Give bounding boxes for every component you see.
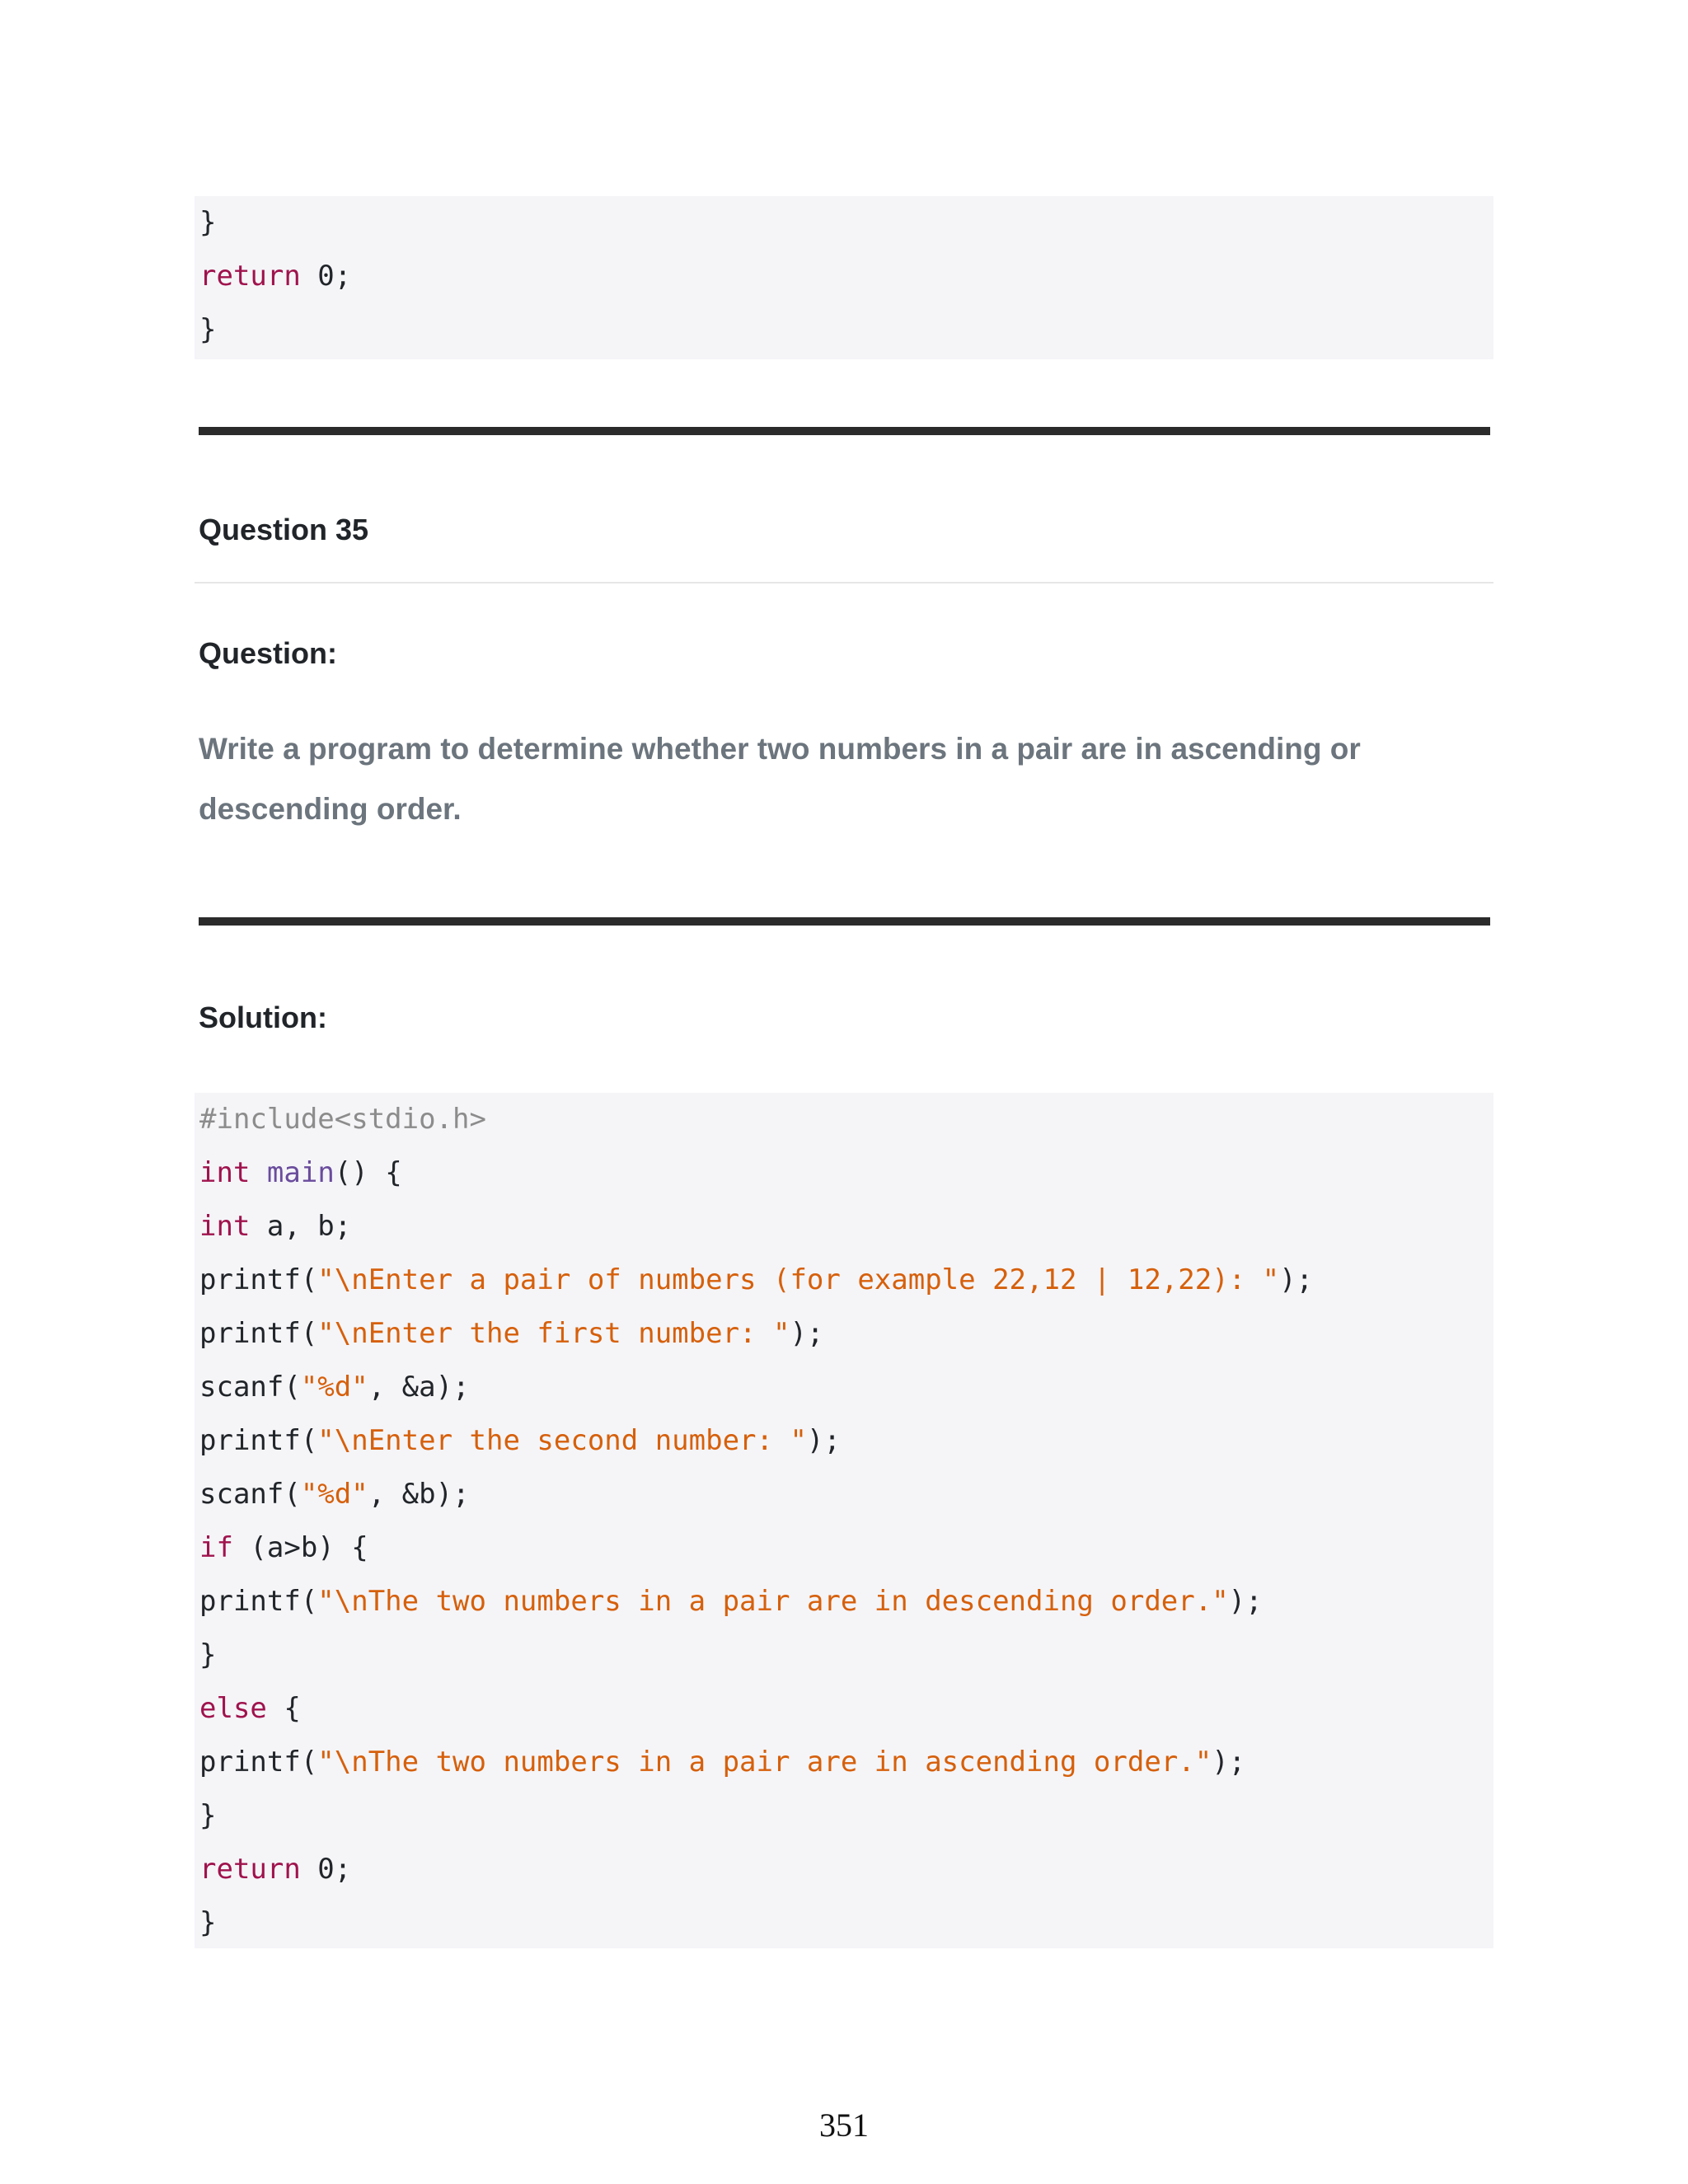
code-line (199, 1736, 1493, 1789)
code-token: { (266, 1692, 301, 1725)
top-code-block (195, 196, 1493, 359)
code-token: printf( (199, 1585, 318, 1618)
code-token: scanf( (199, 1478, 301, 1511)
code-token: } (199, 1638, 217, 1671)
code-line (199, 1146, 1493, 1200)
code-line (199, 1361, 1493, 1414)
code-token: ); (1212, 1746, 1246, 1779)
code-token: printf( (199, 1424, 318, 1457)
code-line (199, 1468, 1493, 1521)
code-line (199, 1896, 1493, 1950)
code-token: return (199, 1853, 301, 1886)
code-token: ); (790, 1317, 824, 1350)
code-token: printf( (199, 1263, 318, 1296)
code-token: ); (1228, 1585, 1263, 1618)
code-line (199, 1629, 1493, 1682)
code-token: return (199, 260, 301, 293)
code-token: "\nEnter a pair of numbers (for example 22,12 | 12,22): " (317, 1263, 1280, 1296)
code-line (199, 250, 1493, 303)
code-token: main (266, 1156, 335, 1189)
page-number: 351 (819, 2107, 869, 2144)
code-line (199, 1093, 1493, 1146)
code-line (199, 303, 1493, 357)
solution-label: Solution: (199, 1001, 327, 1034)
code-token: ); (1279, 1263, 1314, 1296)
code-token: 0; (300, 1853, 352, 1886)
question-title: Question 35 (199, 513, 369, 546)
code-token: printf( (199, 1317, 318, 1350)
question-label: Question: (199, 636, 337, 670)
code-token: int (199, 1156, 251, 1189)
code-token: "\nThe two numbers in a pair are in ascending order." (317, 1746, 1212, 1779)
code-line (199, 1521, 1493, 1575)
code-token: } (199, 206, 217, 239)
title-underline (195, 582, 1493, 583)
code-token: , &b); (368, 1478, 470, 1511)
code-line (199, 1307, 1493, 1361)
code-token: #include<stdio.h> (199, 1103, 486, 1136)
code-token: scanf( (199, 1371, 301, 1404)
code-line (199, 1254, 1493, 1307)
code-token: "\nEnter the first number: " (317, 1317, 790, 1350)
code-token: a, b; (250, 1210, 352, 1243)
code-token: , &a); (368, 1371, 470, 1404)
code-token: } (199, 1906, 217, 1939)
code-token: else (199, 1692, 267, 1725)
section-divider-top (199, 427, 1490, 435)
code-line (199, 1789, 1493, 1843)
code-token: 0; (300, 260, 352, 293)
code-token: "%d" (300, 1371, 368, 1404)
code-token: "\nThe two numbers in a pair are in descending order." (317, 1585, 1229, 1618)
code-line (199, 1200, 1493, 1254)
code-token: (a>b) { (232, 1531, 368, 1564)
code-line (199, 196, 1493, 250)
solution-code-block (195, 1093, 1493, 1948)
code-line (199, 1843, 1493, 1896)
code-token: if (199, 1531, 233, 1564)
code-token: } (199, 1799, 217, 1832)
code-line (199, 1682, 1493, 1736)
code-token: "%d" (300, 1478, 368, 1511)
code-token: "\nEnter the second number: " (317, 1424, 807, 1457)
code-token (250, 1156, 266, 1189)
question-text: Write a program to determine whether two numbers in a pair are in ascending or descending order. (199, 732, 1361, 826)
code-token: () { (334, 1156, 402, 1189)
code-line (199, 1414, 1493, 1468)
code-line (199, 1575, 1493, 1629)
code-token: } (199, 313, 217, 346)
section-divider-bottom (199, 917, 1490, 926)
code-token: int (199, 1210, 251, 1243)
code-token: printf( (199, 1746, 318, 1779)
code-token: ); (806, 1424, 841, 1457)
